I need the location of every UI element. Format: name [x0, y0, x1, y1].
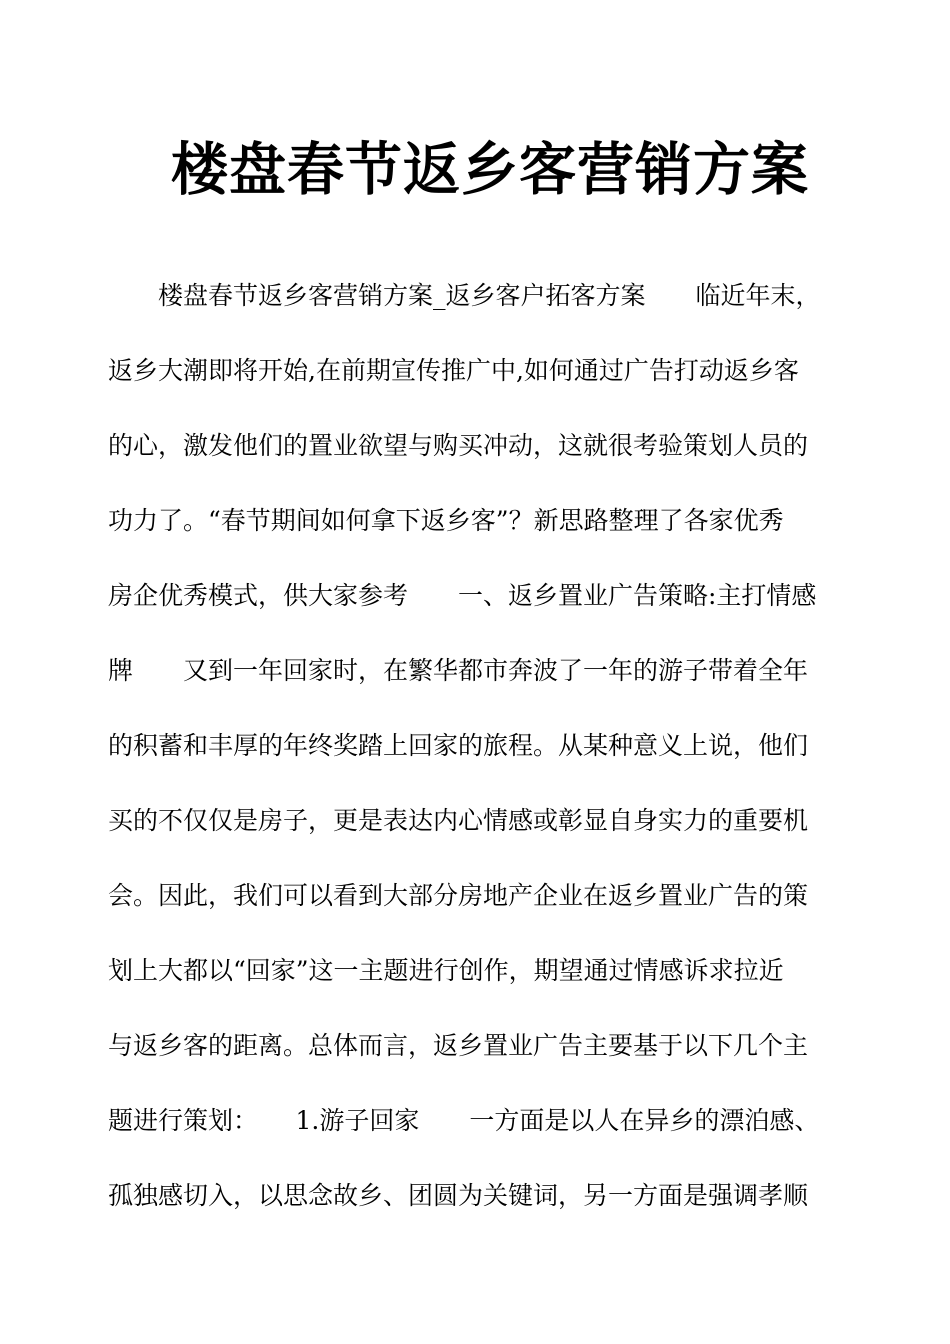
body-line: 孤独感切入，以思念故乡、团圆为关键词，另一方面是强调孝顺 — [108, 1181, 809, 1210]
body-line: 买的不仅仅是房子，更是表达内心情感或彰显自身实力的重要机 — [108, 806, 809, 835]
body-line: 牌 又到一年回家时，在繁华都市奔波了一年的游子带着全年 — [108, 656, 809, 685]
body-line: 题进行策划： 1.游子回家 一方面是以人在异乡的漂泊感、 — [108, 1106, 820, 1135]
body-line: 的积蓄和丰厚的年终奖踏上回家的旅程。从某种意义上说，他们 — [108, 731, 809, 760]
document-body — [108, 258, 848, 1233]
body-line: 与返乡客的距离。总体而言，返乡置业广告主要基于以下几个主 — [108, 1031, 809, 1060]
body-line: 楼盘春节返乡客营销方案_返乡客户拓客方案 临近年末， — [108, 281, 821, 310]
body-line: 的心，激发他们的置业欲望与购买冲动，这就很考验策划人员的 — [108, 431, 809, 460]
body-line: 功力了。“春节期间如何拿下返乡客”？新思路整理了各家优秀 — [108, 506, 784, 535]
body-line: 会。因此，我们可以看到大部分房地产企业在返乡置业广告的策 — [108, 881, 809, 910]
body-line: 划上大都以“回家”这一主题进行创作，期望通过情感诉求拉近 — [108, 956, 784, 985]
document-title: 楼盘春节返乡客营销方案 — [171, 137, 809, 203]
body-line: 返乡大潮即将开始,在前期宣传推广中,如何通过广告打动返乡客 — [108, 356, 799, 385]
body-line: 房企优秀模式，供大家参考 一、返乡置业广告策略:主打情感 — [108, 581, 817, 610]
